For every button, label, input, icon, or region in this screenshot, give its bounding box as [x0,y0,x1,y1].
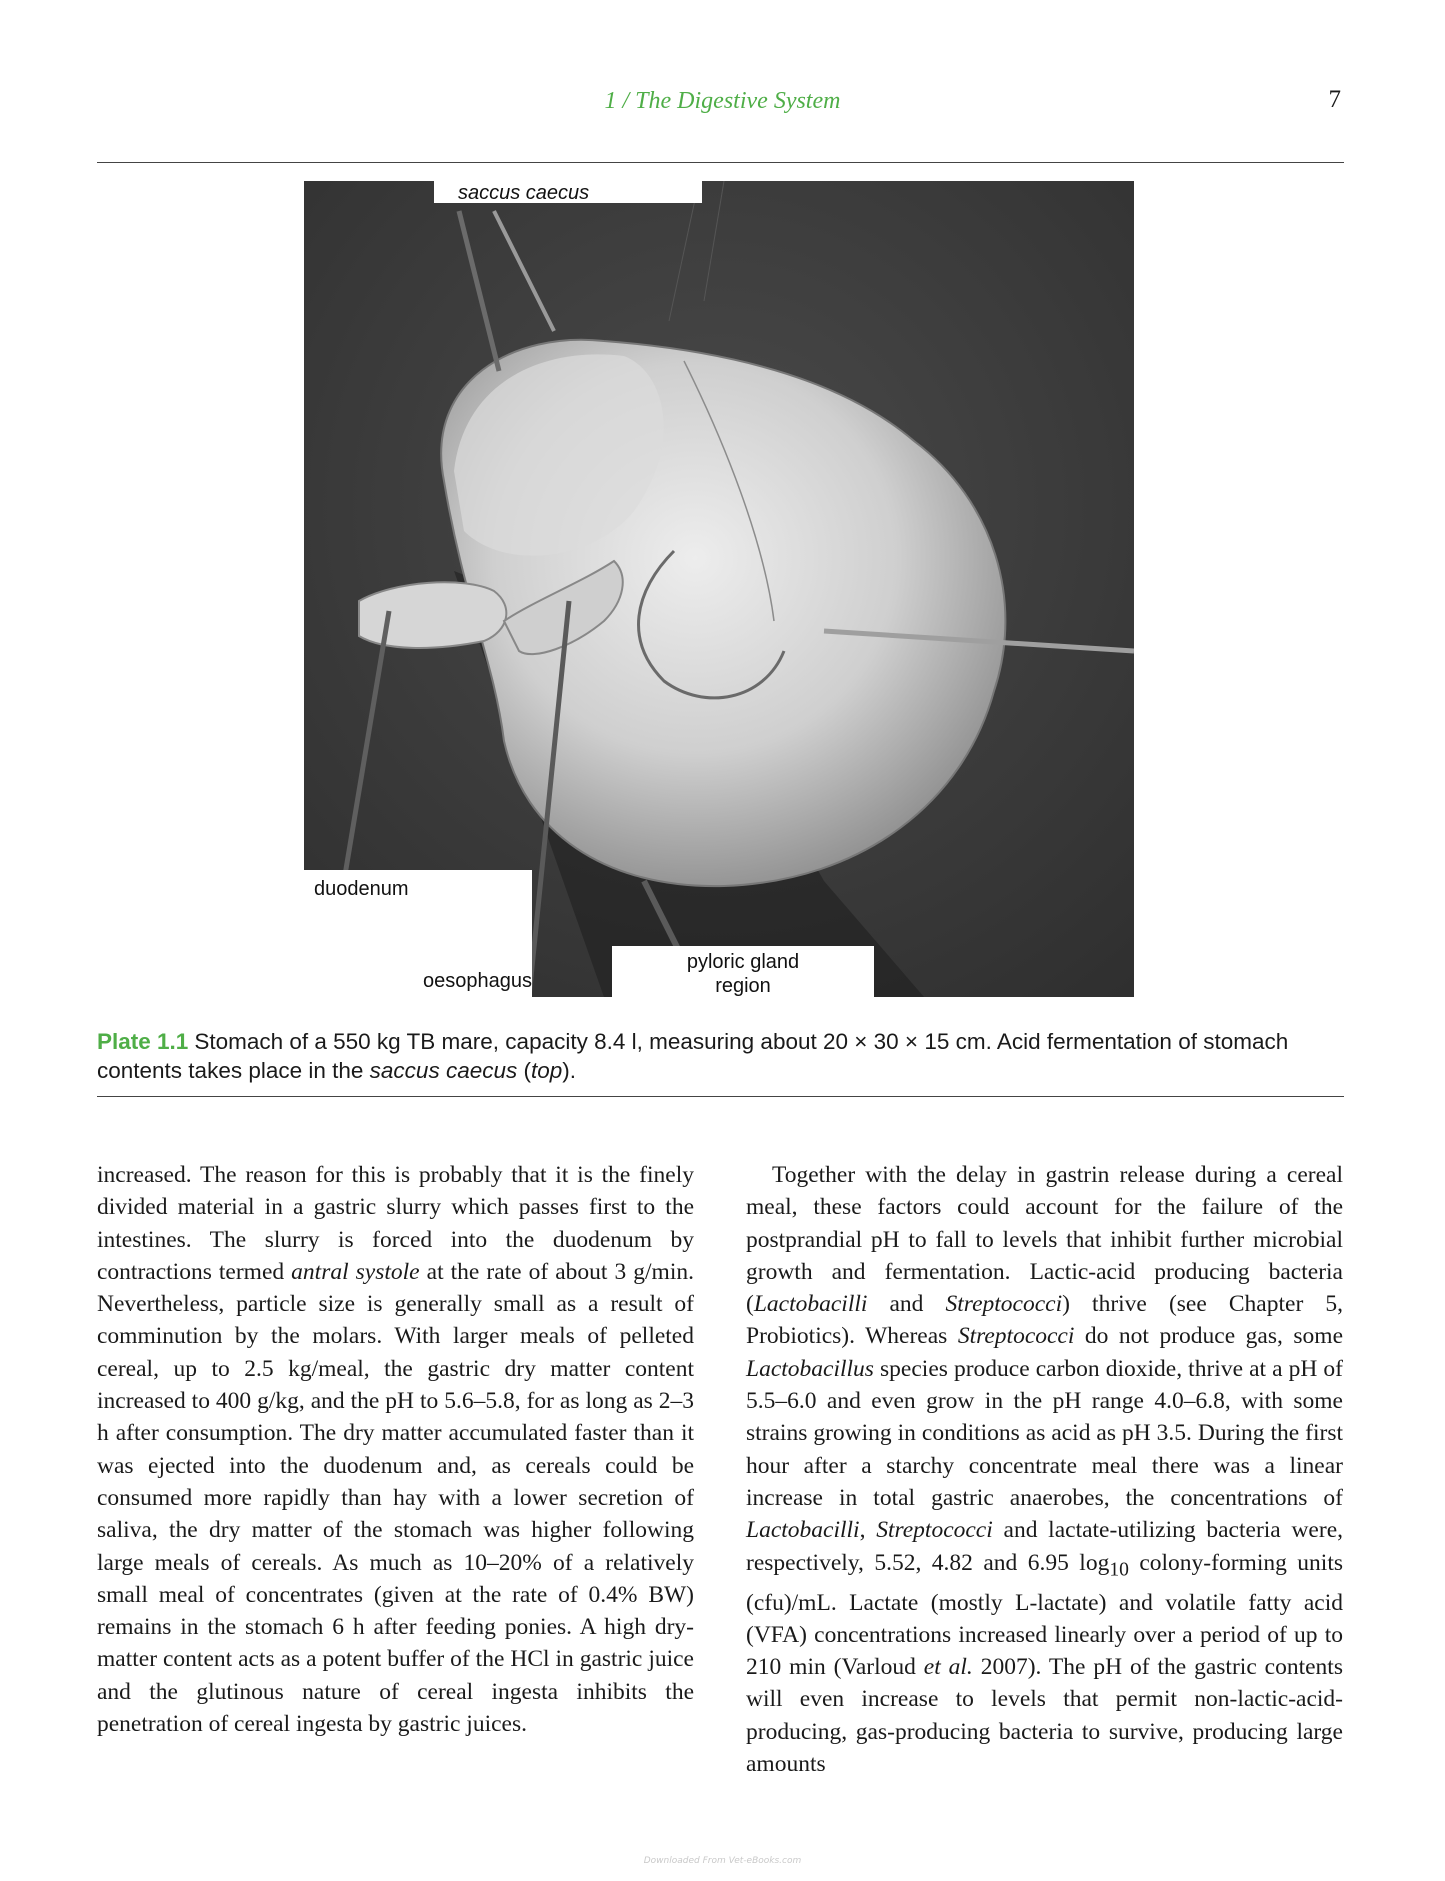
stomach-photograph [304,181,1134,997]
body-column-left [97,1159,694,1740]
italic-term: antral systole [291,1258,420,1285]
text-run: colony-forming units (cfu)/mL. Lactate (mostly L-lactate) and volatile fatty acid (VFA) concentrations increased linearly over a period of up to 210 min (Varloud [746,1549,1343,1681]
caption-text: Stomach of a 550 kg TB mare, capacity 8.4 l, measuring about 20 × 30 × 15 cm. Acid fermentation of stomach contents takes place in the [97,1029,1289,1083]
label-pyloric-line2: region [715,975,771,997]
caption-italic: saccus caecus [369,1058,518,1083]
italic-term: Lactobacilli [746,1517,860,1544]
subscript: 10 [1109,1559,1129,1581]
text-run: and lactate-utilizing bacteria were, respectively, 5.52, 4.82 and 6.95 log [746,1517,1343,1576]
text-run: at the rate of about 3 g/min. Nevertheless, particle size is generally small as a result of comminution by the molars. With larger meals of pelleted cereal, up to 2.5 kg/meal, the gastric dry matter content increased to 400 g/kg, and the pH to 5.6–5.8, for as long as 2–3 h after consumption. The dry matter accumulated faster than it was ejected into the duodenum and, as cereals could be consumed more rapidly than hay with a lower secretion of saliva, the dry matter of the stomach was higher following large meals of cereals. As much as 10–20% of a relatively small meal of concentrates (given at the rate of 0.4% BW) remains in the stomach 6 h after feeding ponies. A high dry-matter content acts as a potent buffer of the HCl in gastric juice and the glutinous nature of cereal ingesta inhibits the penetration of cereal ingesta by gastric juices. [97,1258,694,1738]
caption-italic: top [531,1058,563,1083]
text-run: species produce carbon dioxide, thrive at a pH of 5.5–6.0 and even grow in the pH range 4.0–6.8, with some strains growing in conditions as acid as pH 3.5. During the first hour after a starchy concentrate meal there was a linear increase in total gastric anaerobes, the concentrations of [746,1355,1343,1511]
italic-term: Lactobacilli [753,1291,868,1318]
italic-term: Streptococci [945,1291,1063,1318]
text-run: ) thrive (see Chapter 5, Probiotics). Whereas [746,1291,1343,1350]
italic-term: Streptococci [876,1517,993,1544]
italic-term: Streptococci [957,1323,1075,1350]
label-pyloric-line1: pyloric gland [686,951,800,973]
caption-label: Plate 1.1 [97,1029,189,1054]
caption-text: ( [517,1058,531,1083]
text-run: Together with the delay in gastrin release during a cereal meal, these factors could account for the failure of the postprandial pH to fall to levels that inhibit further microbial growth and fermentation. Lactic-acid producing bacteria ( [746,1162,1343,1318]
label-pyloric-gland-region [612,946,874,997]
text-run: and [867,1291,946,1318]
page-number: 7 [1328,86,1341,113]
text-run: , [859,1517,877,1544]
text-run: increased. The reason for this is probably that it is the finely divided material in a gastric slurry which passes first to the intestines. The slurry is forced into the duodenum by contractions termed [97,1162,694,1285]
caption-text: ). [562,1058,577,1083]
italic-term: et al. [923,1654,973,1681]
text-run: 2007). The pH of the gastric contents will even increase to levels that permit non-lactic-acid-producing, gas-producing bacteria to survive, producing large amounts [746,1654,1343,1778]
italic-term: Lactobacillus [746,1355,874,1382]
body-column-right [746,1159,1343,1780]
text-run: do not produce gas, some [1074,1323,1343,1350]
figure-caption [97,1027,1344,1085]
paragraph [97,1159,694,1740]
paragraph [746,1159,1343,1780]
label-oesophagus: oesophagus [423,970,532,992]
label-duodenum: duodenum [304,870,532,997]
header-rule [97,162,1344,163]
caption-rule [97,1096,1344,1097]
download-watermark: Downloaded From Vet-eBooks.com [643,1856,802,1866]
label-saccus-caecus: saccus caecus [434,181,702,203]
running-head: 1 / The Digestive System [604,88,841,114]
